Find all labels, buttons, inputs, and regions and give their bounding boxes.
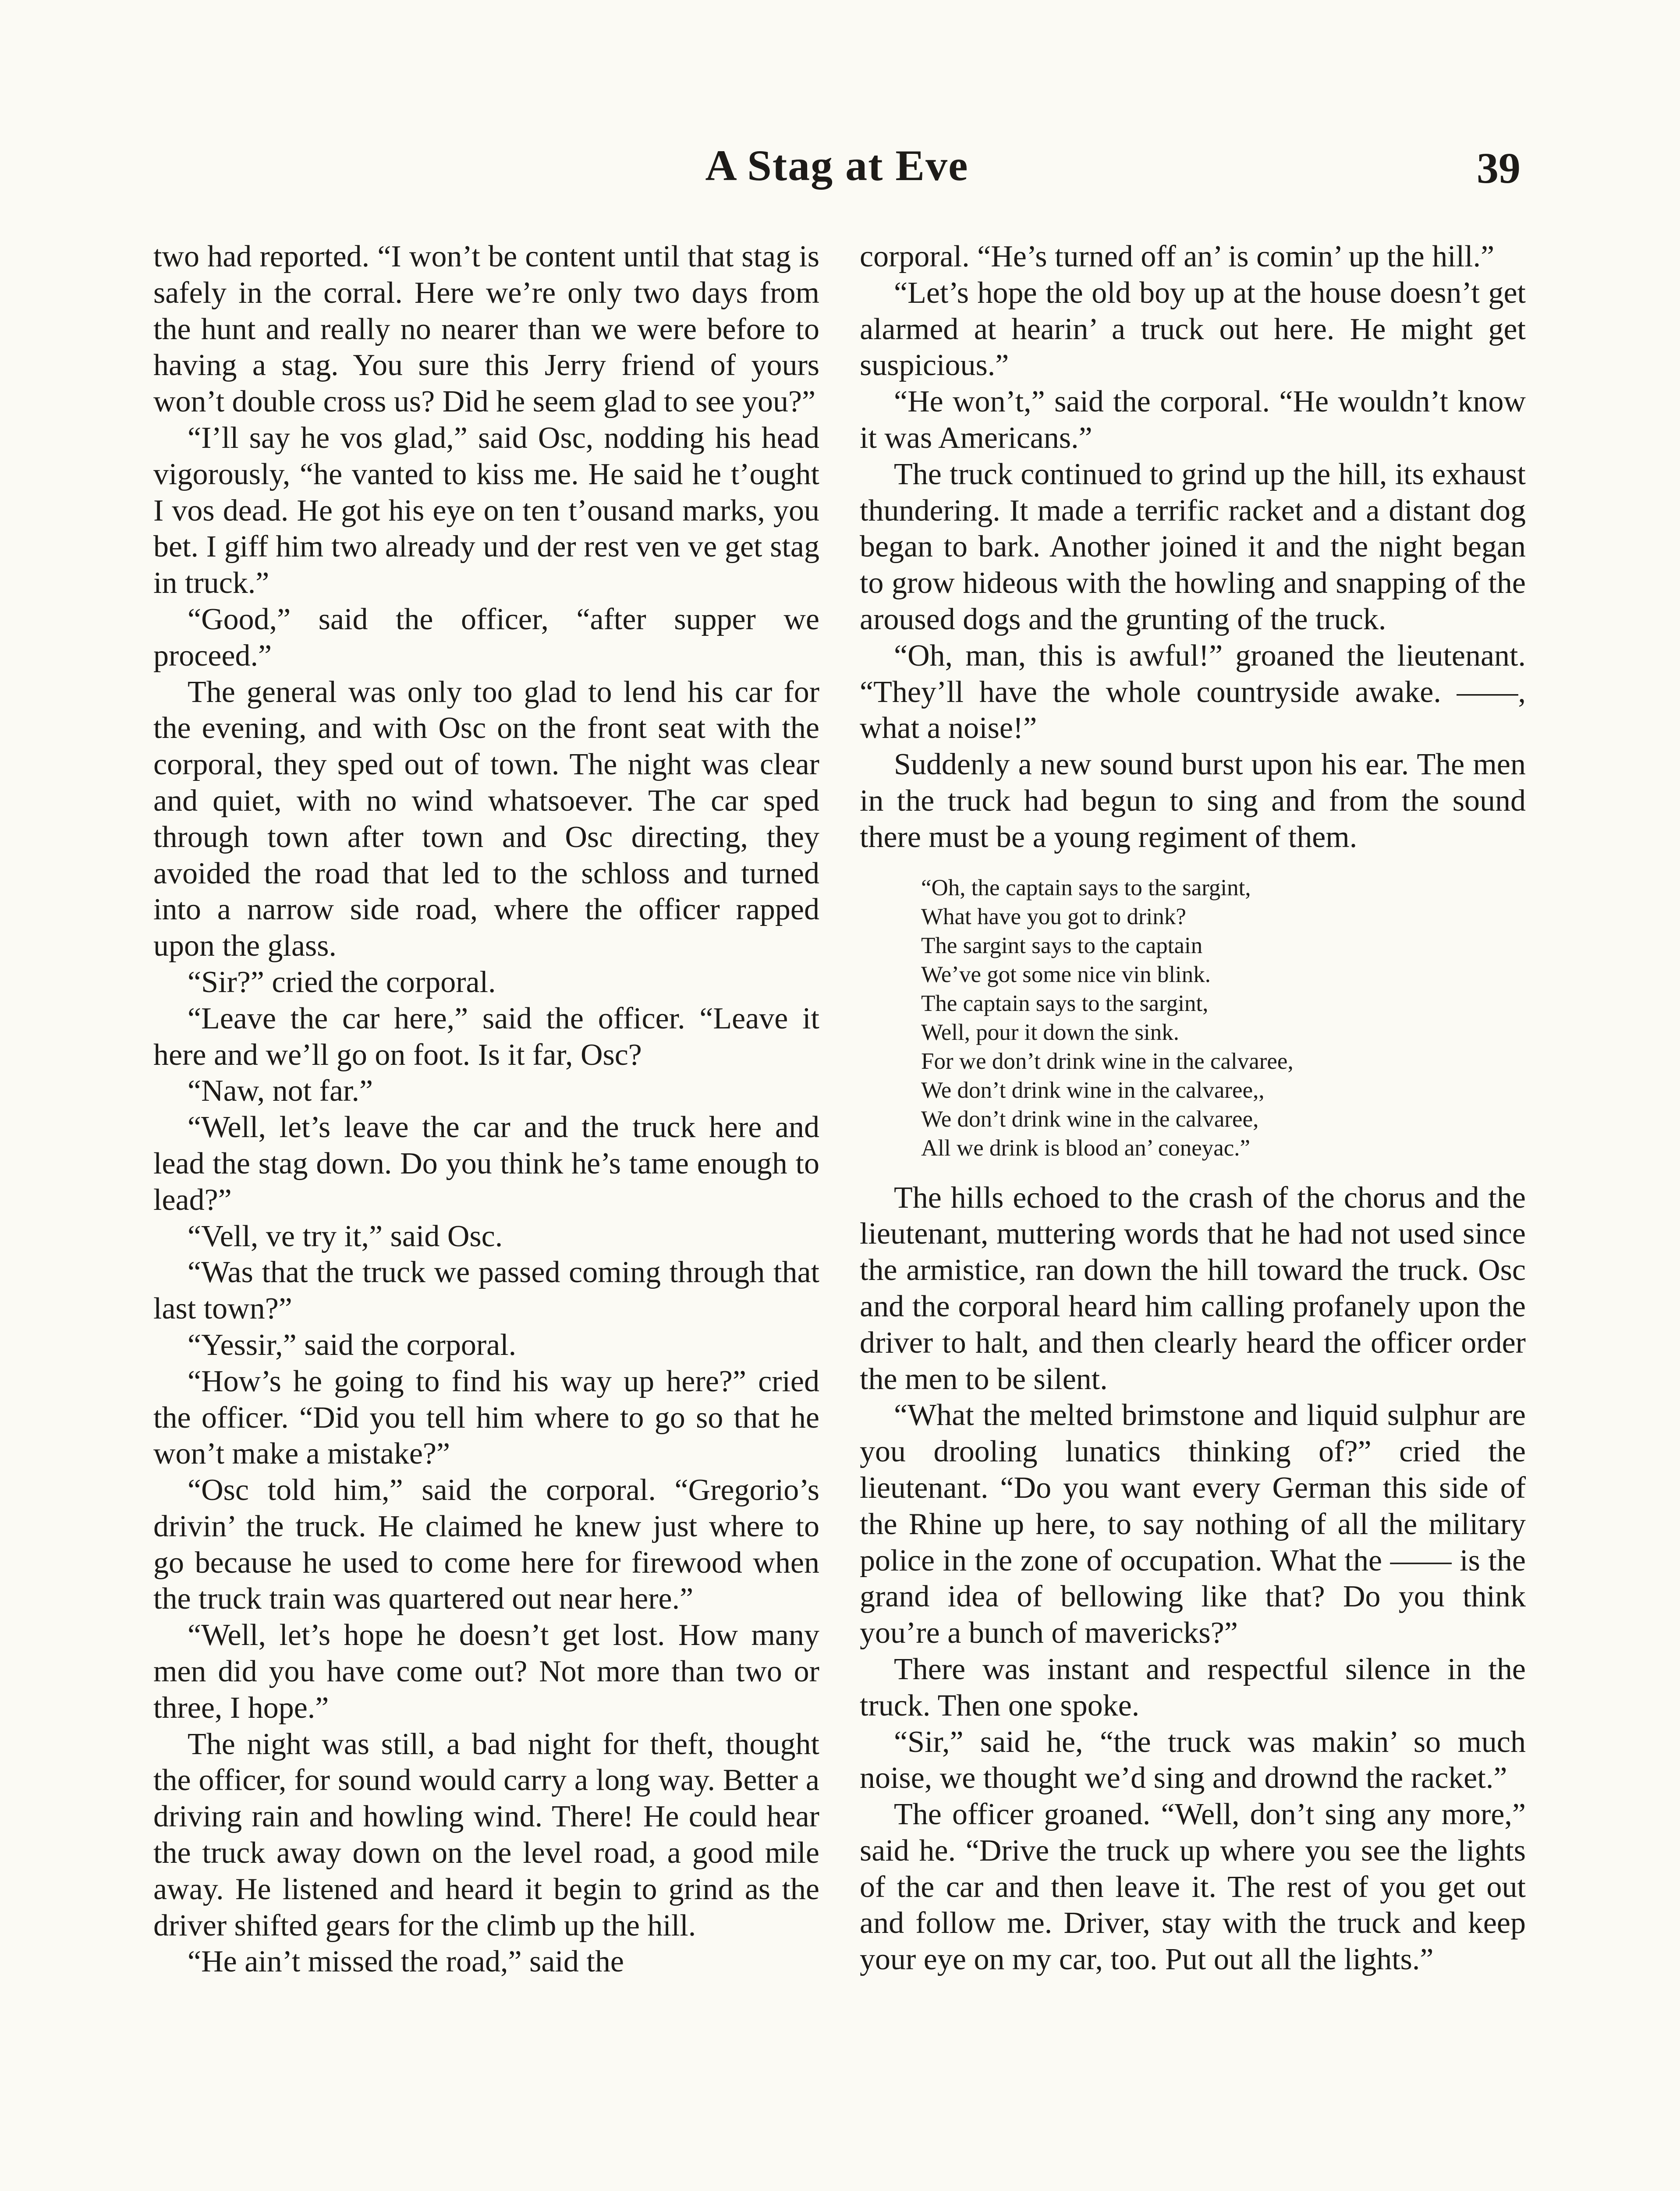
paragraph: “Osc told him,” said the corporal. “Gregorio’s drivin’ the truck. He claimed he knew just where to go because he used to come here for firewood when the truck train was quartered out near here.”	[153, 1473, 819, 1616]
paragraph: “Oh, man, this is awful!” groaned the lieutenant. “They’ll have the whole countryside awake. ——, what a noise!”	[860, 638, 1526, 745]
paragraph: “Well, let’s leave the car and the truck here and lead the stag down. Do you think he’s tame enough to lead?”	[153, 1110, 819, 1217]
song-line: We don’t drink wine in the calvaree,	[921, 1106, 1259, 1132]
song-line: All we drink is blood an’ coneyac.”	[921, 1135, 1251, 1161]
song-line: For we don’t drink wine in the calvaree,	[921, 1048, 1294, 1074]
paragraph: “He won’t,” said the corporal. “He wouldn’t know it was Americans.”	[860, 385, 1526, 455]
paragraph: Suddenly a new sound burst upon his ear. The men in the truck had begun to sing and from the sound there must be a young regiment of them.	[860, 748, 1526, 854]
paragraph: “Let’s hope the old boy up at the house doesn’t get alarmed at hearin’ a truck out here. He might get suspicious.”	[860, 276, 1526, 383]
song-line: We’ve got some nice vin blink.	[921, 961, 1211, 987]
paragraph: “How’s he going to find his way up here?” cried the officer. “Did you tell him where to go so that he won’t make a mistake?”	[153, 1364, 819, 1471]
paragraph: “Sir?” cried the corporal.	[188, 965, 496, 999]
page-number: 39	[1477, 144, 1521, 192]
paragraph: “He ain’t missed the road,” said the	[188, 1945, 624, 1979]
song-line: Well, pour it down the sink.	[921, 1019, 1179, 1045]
paragraph: “I’ll say he vos glad,” said Osc, nodding his head vigorously, “he vanted to kiss me. He said he t’ought I vos dead. He got his eye on ten t’ousand marks, you bet. I giff him two already und der rest ven ve get stag in truck.”	[153, 421, 819, 600]
paragraph: The night was still, a bad night for theft, thought the officer, for sound would carry a long way. Better a driving rain and howling wind. There! He could hear the truck away down on the level road, a good mile away. He listened and heard it begin to grind as the driver shifted gears for the climb up the hill.	[153, 1727, 819, 1943]
paragraph: There was instant and respectful silence in the truck. Then one spoke.	[860, 1652, 1526, 1723]
running-header	[153, 140, 1521, 206]
paragraph: The officer groaned. “Well, don’t sing any more,” said he. “Drive the truck up where you see the lights of the car and then leave it. The rest of you get out and follow me. Driver, stay with the truck and keep your eye on my car, too. Put out all the lights.”	[860, 1797, 1526, 1977]
paragraph: “Good,” said the officer, “after supper we proceed.”	[153, 602, 819, 673]
paragraph: “Yessir,” said the corporal.	[188, 1328, 517, 1362]
right-column	[860, 239, 1526, 1978]
paragraph: two had reported. “I won’t be content until that stag is safely in the corral. Here we’re only two days from the hunt and really no nearer than we were before to having a stag. You sure this Jerry friend of yours won’t double cross us? Did he seem glad to see you?”	[153, 240, 819, 419]
paragraph: “Sir,” said he, “the truck was makin’ so much noise, we thought we’d sing and drownd the racket.”	[860, 1725, 1526, 1795]
paragraph: “Leave the car here,” said the officer. “Leave it here and we’ll go on foot. Is it far, Osc?	[153, 1001, 819, 1072]
paragraph: corporal. “He’s turned off an’ is comin’ up the hill.”	[860, 240, 1495, 273]
paragraph: “Naw, not far.”	[188, 1074, 373, 1108]
song-verse	[921, 873, 1526, 1163]
song-line: We don’t drink wine in the calvaree,,	[921, 1077, 1265, 1103]
song-line: The sargint says to the captain	[921, 932, 1203, 958]
paragraph: “Was that the truck we passed coming through that last town?”	[153, 1255, 819, 1326]
paragraph: “Vell, ve try it,” said Osc.	[188, 1219, 503, 1253]
song-line: “Oh, the captain says to the sargint,	[921, 875, 1251, 901]
paragraph: “Well, let’s hope he doesn’t get lost. How many men did you have come out? Not more than two or three, I hope.”	[153, 1618, 819, 1725]
paragraph: “What the melted brimstone and liquid sulphur are you drooling lunatics thinking of?” cried the lieutenant. “Do you want every German this side of the Rhine up here, to say nothing of all the military police in the zone of occupation. What the —— is the grand idea of bellowing like that? Do you think you’re a bunch of mavericks?”	[860, 1398, 1526, 1650]
song-line: What have you got to drink?	[921, 904, 1186, 929]
paragraph: The hills echoed to the crash of the chorus and the lieutenant, muttering words that he had not used since the armistice, ran down the hill toward the truck. Osc and the corporal heard him calling profanely upon the driver to halt, and then clearly heard the officer order the men to be silent.	[860, 1181, 1526, 1396]
page-title: A Stag at Eve	[705, 141, 969, 190]
song-line: The captain says to the sargint,	[921, 990, 1209, 1016]
left-column	[153, 239, 819, 1980]
paragraph: The truck continued to grind up the hill, its exhaust thundering. It made a terrific racket and a distant dog began to bark. Another joined it and the night began to grow hideous with the howling and snapping of the aroused dogs and the grunting of the truck.	[860, 457, 1526, 636]
paragraph: The general was only too glad to lend his car for the evening, and with Osc on the front seat with the corporal, they sped out of town. The night was clear and quiet, with no wind whatsoever. The car sped through town after town and Osc directing, they avoided the road that led to the schloss and turned into a narrow side road, where the officer rapped upon the glass.	[153, 675, 819, 963]
